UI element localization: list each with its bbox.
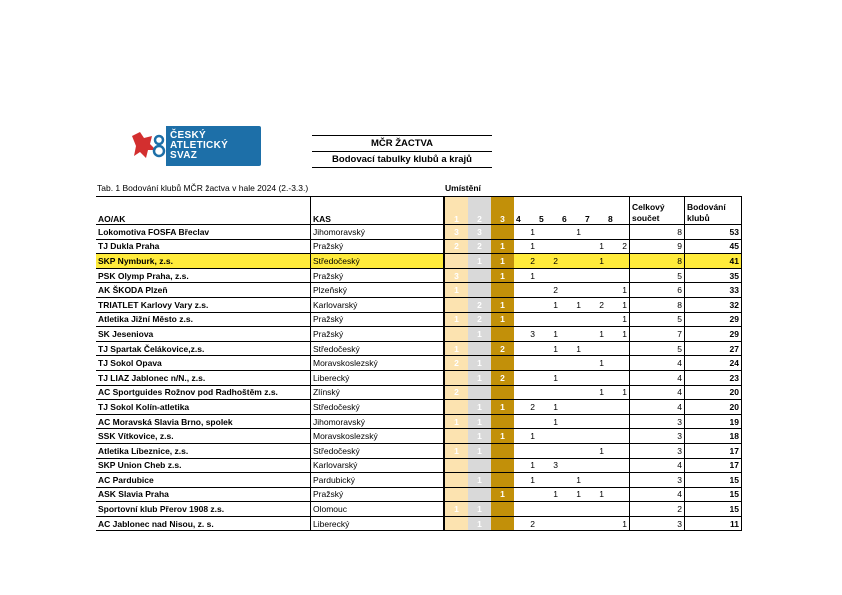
place-3-count: 2	[491, 370, 514, 385]
place-2-count: 1	[468, 414, 491, 429]
total-count: 5	[630, 268, 685, 283]
club-points: 20	[685, 385, 742, 400]
place-6-count	[560, 268, 583, 283]
table-row	[96, 443, 742, 458]
region-name: Pražský	[311, 487, 445, 502]
place-4-count: 2	[514, 516, 537, 531]
club-points: 20	[685, 400, 742, 415]
place-7-count: 1	[583, 327, 606, 342]
club-name: AC Moravská Slavia Brno, spolek	[96, 414, 311, 429]
total-count: 3	[630, 516, 685, 531]
place-3-count: 1	[491, 400, 514, 415]
place-6-count	[560, 502, 583, 517]
club-name: SKP Union Cheb z.s.	[96, 458, 311, 473]
club-name: TJ LIAZ Jablonec n/N., z.s.	[96, 370, 311, 385]
club-points: 11	[685, 516, 742, 531]
title-box	[312, 135, 492, 168]
region-name: Zlínský	[311, 385, 445, 400]
place-7-count: 1	[583, 487, 606, 502]
place-2-count: 2	[468, 239, 491, 254]
place-4-count	[514, 487, 537, 502]
place-1-count: 1	[444, 414, 468, 429]
total-count: 2	[630, 502, 685, 517]
place-8-count	[606, 268, 630, 283]
region-name: Středočeský	[311, 341, 445, 356]
place-2-count: 1	[468, 473, 491, 488]
place-6-count: 1	[560, 225, 583, 240]
place-3-count	[491, 473, 514, 488]
club-scores-table	[96, 196, 742, 531]
header-p7: 7	[583, 197, 606, 225]
club-points: 18	[685, 429, 742, 444]
header-p8: 8	[606, 197, 630, 225]
place-8-count: 1	[606, 312, 630, 327]
place-1-count	[444, 473, 468, 488]
region-name: Liberecký	[311, 370, 445, 385]
table-row	[96, 414, 742, 429]
club-points: 33	[685, 283, 742, 298]
place-8-count	[606, 225, 630, 240]
header-p4: 4	[514, 197, 537, 225]
place-4-count	[514, 414, 537, 429]
table-row	[96, 502, 742, 517]
page-title: MČR ŽACTVA	[312, 136, 492, 152]
club-name: PSK Olymp Praha, z.s.	[96, 268, 311, 283]
place-3-count: 1	[491, 254, 514, 269]
place-5-count: 1	[537, 297, 560, 312]
place-6-count	[560, 312, 583, 327]
lion-icon	[126, 126, 166, 166]
place-4-count	[514, 502, 537, 517]
place-8-count	[606, 473, 630, 488]
place-5-count: 3	[537, 458, 560, 473]
place-5-count	[537, 429, 560, 444]
place-2-count: 1	[468, 429, 491, 444]
place-5-count	[537, 225, 560, 240]
club-points: 53	[685, 225, 742, 240]
place-8-count	[606, 429, 630, 444]
table-row	[96, 473, 742, 488]
place-4-count	[514, 385, 537, 400]
total-count: 8	[630, 297, 685, 312]
table-row	[96, 400, 742, 415]
place-4-count: 1	[514, 473, 537, 488]
place-1-count	[444, 429, 468, 444]
place-4-count: 1	[514, 268, 537, 283]
place-3-count	[491, 414, 514, 429]
place-7-count	[583, 473, 606, 488]
club-name: TJ Sokol Opava	[96, 356, 311, 371]
table-row	[96, 458, 742, 473]
club-name: SKP Nymburk, z.s.	[96, 254, 311, 269]
club-points: 29	[685, 327, 742, 342]
place-6-count: 1	[560, 297, 583, 312]
place-8-count: 1	[606, 297, 630, 312]
place-7-count	[583, 429, 606, 444]
page-subtitle: Bodovací tabulky klubů a krajů	[332, 154, 472, 165]
total-count: 4	[630, 458, 685, 473]
place-3-count	[491, 502, 514, 517]
total-count: 3	[630, 414, 685, 429]
total-count: 4	[630, 487, 685, 502]
place-1-count: 3	[444, 225, 468, 240]
place-6-count	[560, 400, 583, 415]
place-8-count: 1	[606, 385, 630, 400]
region-name: Plzeňský	[311, 283, 445, 298]
place-6-count	[560, 385, 583, 400]
place-7-count	[583, 268, 606, 283]
place-4-count	[514, 312, 537, 327]
header-p3: 3	[491, 197, 514, 225]
place-8-count: 2	[606, 239, 630, 254]
region-name: Moravskoslezský	[311, 429, 445, 444]
place-8-count	[606, 400, 630, 415]
place-8-count	[606, 356, 630, 371]
header-p6: 6	[560, 197, 583, 225]
region-name: Pražský	[311, 327, 445, 342]
place-2-count: 1	[468, 370, 491, 385]
place-4-count	[514, 341, 537, 356]
club-name: AC Pardubice	[96, 473, 311, 488]
club-points: 17	[685, 443, 742, 458]
table-row	[96, 341, 742, 356]
club-name: Sportovní klub Přerov 1908 z.s.	[96, 502, 311, 517]
total-count: 7	[630, 327, 685, 342]
table-row	[96, 283, 742, 298]
place-2-count: 2	[468, 312, 491, 327]
club-name: SK Jeseniova	[96, 327, 311, 342]
place-5-count: 1	[537, 414, 560, 429]
region-name: Středočeský	[311, 400, 445, 415]
place-5-count	[537, 443, 560, 458]
place-5-count: 1	[537, 327, 560, 342]
place-4-count	[514, 370, 537, 385]
place-8-count	[606, 370, 630, 385]
club-points: 24	[685, 356, 742, 371]
club-name: ASK Slavia Praha	[96, 487, 311, 502]
place-5-count	[537, 268, 560, 283]
place-5-count	[537, 516, 560, 531]
header-points: Bodování klubů	[685, 197, 742, 225]
total-count: 3	[630, 473, 685, 488]
place-3-count	[491, 225, 514, 240]
header-p2: 2	[468, 197, 491, 225]
place-1-count: 1	[444, 283, 468, 298]
club-name: Atletika Jižní Město z.s.	[96, 312, 311, 327]
place-1-count	[444, 458, 468, 473]
place-6-count: 1	[560, 473, 583, 488]
table-row	[96, 312, 742, 327]
region-name: Olomouc	[311, 502, 445, 517]
region-name: Moravskoslezský	[311, 356, 445, 371]
place-5-count: 1	[537, 341, 560, 356]
place-5-count	[537, 312, 560, 327]
total-count: 4	[630, 400, 685, 415]
total-count: 3	[630, 443, 685, 458]
place-6-count: 1	[560, 487, 583, 502]
place-5-count	[537, 239, 560, 254]
place-4-count: 3	[514, 327, 537, 342]
club-points: 29	[685, 312, 742, 327]
place-6-count	[560, 516, 583, 531]
place-4-count: 2	[514, 400, 537, 415]
place-3-count	[491, 443, 514, 458]
club-name: AC Jablonec nad Nisou, z. s.	[96, 516, 311, 531]
header-kas: KAS	[311, 197, 445, 225]
region-name: Liberecký	[311, 516, 445, 531]
place-2-count: 1	[468, 400, 491, 415]
place-7-count	[583, 225, 606, 240]
place-4-count	[514, 443, 537, 458]
place-1-count: 1	[444, 443, 468, 458]
club-points: 32	[685, 297, 742, 312]
table-header	[96, 197, 742, 225]
club-points: 45	[685, 239, 742, 254]
place-2-count: 1	[468, 516, 491, 531]
place-2-count: 1	[468, 356, 491, 371]
place-3-count: 1	[491, 297, 514, 312]
place-8-count: 1	[606, 516, 630, 531]
place-1-count: 1	[444, 312, 468, 327]
place-2-count: 1	[468, 327, 491, 342]
place-6-count	[560, 429, 583, 444]
place-5-count	[537, 473, 560, 488]
club-name: TJ Sokol Kolín-atletika	[96, 400, 311, 415]
place-3-count	[491, 385, 514, 400]
place-2-count: 1	[468, 254, 491, 269]
region-name: Středočeský	[311, 254, 445, 269]
place-2-count	[468, 283, 491, 298]
total-count: 3	[630, 429, 685, 444]
region-name: Jihomoravský	[311, 225, 445, 240]
club-name: AK ŠKODA Plzeň	[96, 283, 311, 298]
club-points: 15	[685, 473, 742, 488]
place-5-count: 1	[537, 400, 560, 415]
table-row	[96, 254, 742, 269]
club-points: 27	[685, 341, 742, 356]
place-4-count: 2	[514, 254, 537, 269]
place-8-count	[606, 502, 630, 517]
place-4-count	[514, 356, 537, 371]
place-8-count	[606, 443, 630, 458]
logo-text: ČESKÝ ATLETICKÝ SVAZ	[170, 130, 229, 161]
region-name: Pardubický	[311, 473, 445, 488]
place-7-count	[583, 283, 606, 298]
place-7-count: 1	[583, 254, 606, 269]
place-5-count	[537, 502, 560, 517]
place-6-count	[560, 414, 583, 429]
club-name: SSK Vítkovice, z.s.	[96, 429, 311, 444]
place-6-count	[560, 356, 583, 371]
place-7-count: 1	[583, 385, 606, 400]
total-count: 4	[630, 385, 685, 400]
place-5-count: 1	[537, 487, 560, 502]
total-count: 8	[630, 254, 685, 269]
club-points: 41	[685, 254, 742, 269]
place-6-count	[560, 283, 583, 298]
header-p5: 5	[537, 197, 560, 225]
club-points: 15	[685, 487, 742, 502]
club-name: TRIATLET Karlovy Vary z.s.	[96, 297, 311, 312]
total-count: 8	[630, 225, 685, 240]
place-2-count: 3	[468, 225, 491, 240]
table-row	[96, 225, 742, 240]
table-row	[96, 487, 742, 502]
total-count: 5	[630, 312, 685, 327]
club-name: TJ Dukla Praha	[96, 239, 311, 254]
place-7-count	[583, 400, 606, 415]
placement-label: Umístění	[445, 183, 481, 193]
table-row	[96, 268, 742, 283]
place-3-count: 1	[491, 487, 514, 502]
total-count: 6	[630, 283, 685, 298]
place-1-count	[444, 327, 468, 342]
place-3-count: 2	[491, 341, 514, 356]
place-2-count	[468, 268, 491, 283]
place-7-count: 1	[583, 443, 606, 458]
place-7-count: 1	[583, 356, 606, 371]
place-7-count	[583, 516, 606, 531]
place-5-count: 2	[537, 254, 560, 269]
place-1-count	[444, 400, 468, 415]
table-row	[96, 385, 742, 400]
place-2-count: 2	[468, 297, 491, 312]
place-4-count: 1	[514, 225, 537, 240]
place-1-count: 1	[444, 502, 468, 517]
place-1-count	[444, 254, 468, 269]
place-7-count	[583, 458, 606, 473]
place-1-count: 2	[444, 385, 468, 400]
region-name: Pražský	[311, 239, 445, 254]
place-2-count: 1	[468, 443, 491, 458]
place-1-count: 2	[444, 239, 468, 254]
place-2-count	[468, 341, 491, 356]
place-3-count	[491, 356, 514, 371]
place-8-count	[606, 458, 630, 473]
table-row	[96, 239, 742, 254]
place-6-count	[560, 370, 583, 385]
place-1-count: 2	[444, 356, 468, 371]
place-8-count	[606, 254, 630, 269]
place-7-count: 1	[583, 239, 606, 254]
place-7-count	[583, 370, 606, 385]
club-name: Atletika Líbeznice, z.s.	[96, 443, 311, 458]
place-6-count: 1	[560, 341, 583, 356]
place-8-count: 1	[606, 283, 630, 298]
place-3-count	[491, 516, 514, 531]
place-8-count: 1	[606, 327, 630, 342]
total-count: 9	[630, 239, 685, 254]
place-6-count	[560, 239, 583, 254]
place-6-count	[560, 254, 583, 269]
club-points: 23	[685, 370, 742, 385]
table-row	[96, 370, 742, 385]
table-row	[96, 516, 742, 531]
place-5-count: 1	[537, 370, 560, 385]
place-6-count	[560, 458, 583, 473]
header-total: Celkový součet	[630, 197, 685, 225]
region-name: Středočeský	[311, 443, 445, 458]
csa-logo	[126, 126, 261, 166]
place-1-count	[444, 297, 468, 312]
place-5-count	[537, 385, 560, 400]
place-1-count: 3	[444, 268, 468, 283]
place-2-count: 1	[468, 502, 491, 517]
place-8-count	[606, 341, 630, 356]
place-2-count	[468, 385, 491, 400]
table-row	[96, 356, 742, 371]
place-6-count	[560, 443, 583, 458]
place-6-count	[560, 327, 583, 342]
place-5-count	[537, 356, 560, 371]
club-name: Lokomotiva FOSFA Břeclav	[96, 225, 311, 240]
header-club: AO/AK	[96, 197, 311, 225]
club-name: AC Sportguides Rožnov pod Radhoštěm z.s.	[96, 385, 311, 400]
place-1-count	[444, 370, 468, 385]
place-3-count: 1	[491, 312, 514, 327]
table-row	[96, 429, 742, 444]
place-1-count	[444, 516, 468, 531]
place-7-count	[583, 414, 606, 429]
club-points: 17	[685, 458, 742, 473]
total-count: 5	[630, 341, 685, 356]
place-4-count	[514, 297, 537, 312]
table-row	[96, 327, 742, 342]
place-3-count: 1	[491, 429, 514, 444]
place-4-count	[514, 283, 537, 298]
place-2-count	[468, 458, 491, 473]
place-7-count: 2	[583, 297, 606, 312]
place-5-count: 2	[537, 283, 560, 298]
club-name: TJ Spartak Čelákovice,z.s.	[96, 341, 311, 356]
club-points: 35	[685, 268, 742, 283]
region-name: Jihomoravský	[311, 414, 445, 429]
total-count: 4	[630, 356, 685, 371]
place-8-count	[606, 487, 630, 502]
place-1-count: 1	[444, 341, 468, 356]
place-4-count: 1	[514, 458, 537, 473]
place-7-count	[583, 312, 606, 327]
place-3-count: 1	[491, 268, 514, 283]
table-caption: Tab. 1 Bodování klubů MČR žactva v hale 2024 (2.-3.3.)	[97, 183, 309, 193]
club-points: 15	[685, 502, 742, 517]
place-7-count	[583, 502, 606, 517]
header-p1: 1	[444, 197, 468, 225]
place-8-count	[606, 414, 630, 429]
place-7-count	[583, 341, 606, 356]
place-3-count	[491, 283, 514, 298]
club-points: 19	[685, 414, 742, 429]
place-3-count	[491, 458, 514, 473]
table-row	[96, 297, 742, 312]
region-name: Karlovarský	[311, 458, 445, 473]
region-name: Karlovarský	[311, 297, 445, 312]
place-4-count: 1	[514, 429, 537, 444]
total-count: 4	[630, 370, 685, 385]
place-4-count: 1	[514, 239, 537, 254]
place-3-count	[491, 327, 514, 342]
place-1-count	[444, 487, 468, 502]
place-2-count	[468, 487, 491, 502]
place-3-count: 1	[491, 239, 514, 254]
region-name: Pražský	[311, 312, 445, 327]
region-name: Pražský	[311, 268, 445, 283]
